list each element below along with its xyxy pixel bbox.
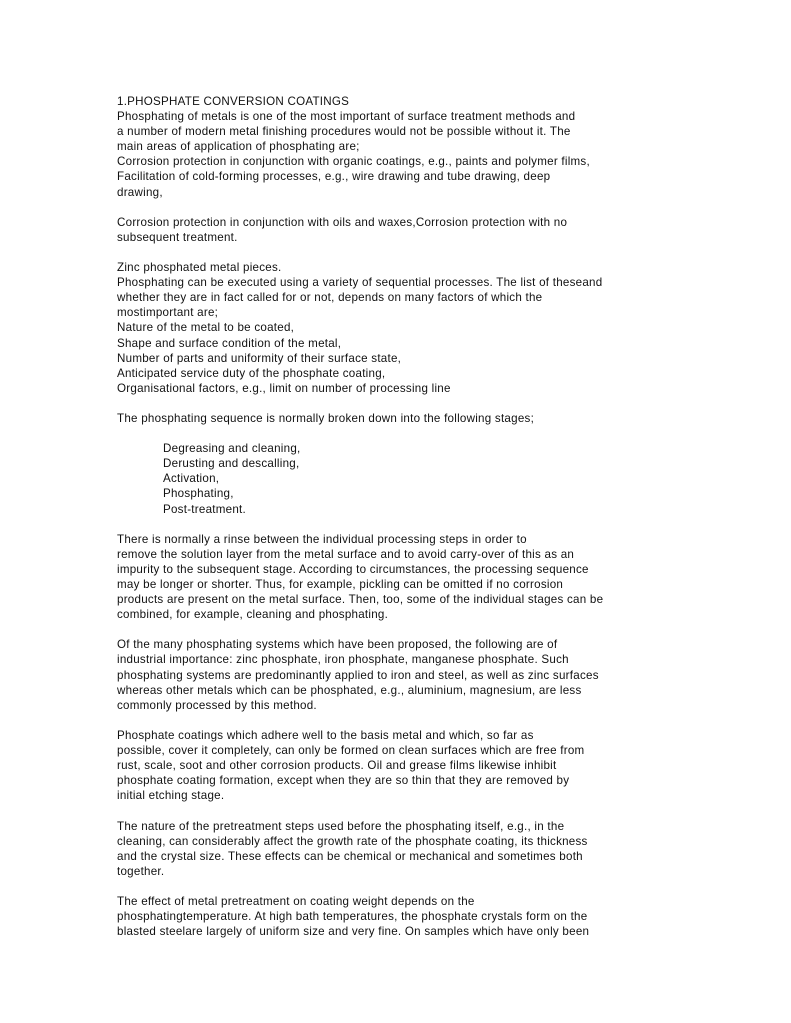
paragraph-spacer: [117, 426, 687, 441]
paragraph: [117, 532, 687, 623]
text-line: together.: [117, 864, 165, 878]
text-line: rust, scale, soot and other corrosion products. Oil and grease films likewise inhibit: [117, 759, 557, 773]
paragraph: [117, 411, 687, 426]
list-item: Degreasing and cleaning,: [163, 442, 301, 456]
paragraph-spacer: [117, 803, 687, 818]
paragraph: [117, 894, 687, 939]
text-line: and the crystal size. These effects can be chemical or mechanical and sometimes both: [117, 849, 583, 863]
text-line: mostimportant are;: [117, 306, 219, 320]
paragraph-spacer: [117, 713, 687, 728]
text-line: Phosphate coatings which adhere well to the basis metal and which, so far as: [117, 728, 534, 742]
document-page: [117, 94, 687, 939]
text-line: blasted steelare largely of uniform size and very fine. On samples which have only been: [117, 925, 590, 939]
text-line: Zinc phosphated metal pieces.: [117, 261, 282, 275]
text-line: Of the many phosphating systems which have been proposed, the following are of: [117, 638, 558, 652]
text-line: phosphatingtemperature. At high bath temperatures, the phosphate crystals form on the: [117, 910, 588, 924]
paragraph-spacer: [117, 517, 687, 532]
text-line: Anticipated service duty of the phosphate coating,: [117, 366, 386, 380]
text-line: remove the solution layer from the metal surface and to avoid carry-over of this as an: [117, 547, 575, 561]
paragraph: [117, 215, 687, 245]
text-line: 1.PHOSPHATE CONVERSION COATINGS: [117, 95, 350, 108]
text-line: subsequent treatment.: [117, 230, 238, 244]
stage-list: [117, 441, 687, 516]
paragraph: [117, 728, 687, 803]
text-line: phosphating systems are predominantly applied to iron and steel, as well as zinc surfaces: [117, 668, 599, 682]
paragraph: [117, 94, 687, 200]
text-line: Shape and surface condition of the metal,: [117, 336, 342, 350]
text-line: cleaning, can considerably affect the growth rate of the phosphate coating, its thickness: [117, 834, 588, 848]
text-line: phosphate coating formation, except when they are so thin that they are removed by: [117, 774, 570, 788]
list-item: Derusting and descalling,: [163, 457, 300, 471]
text-line: combined, for example, cleaning and phosphating.: [117, 608, 389, 622]
text-line: Corrosion protection in conjunction with oils and waxes,Corrosion protection with no: [117, 215, 568, 229]
text-line: The nature of the pretreatment steps used before the phosphating itself, e.g., in the: [117, 819, 565, 833]
list-item: Post-treatment.: [163, 502, 247, 516]
text-line: impurity to the subsequent stage. According to circumstances, the processing sequence: [117, 562, 589, 576]
paragraph-spacer: [117, 622, 687, 637]
text-line: a number of modern metal finishing procedures would not be possible without it. The: [117, 125, 571, 139]
text-line: drawing,: [117, 185, 163, 199]
text-line: whether they are in fact called for or not, depends on many factors of which the: [117, 291, 543, 305]
text-line: The effect of metal pretreatment on coating weight depends on the: [117, 894, 475, 908]
text-line: Corrosion protection in conjunction with organic coatings, e.g., paints and polymer films,: [117, 155, 590, 169]
paragraph-spacer: [117, 396, 687, 411]
text-line: initial etching stage.: [117, 789, 225, 803]
text-line: Phosphating of metals is one of the most important of surface treatment methods and: [117, 110, 576, 124]
list-item: Activation,: [163, 472, 220, 486]
text-line: Number of parts and uniformity of their surface state,: [117, 351, 402, 365]
paragraph-spacer: [117, 879, 687, 894]
text-line: The phosphating sequence is normally broken down into the following stages;: [117, 411, 535, 425]
text-line: commonly processed by this method.: [117, 698, 317, 712]
text-line: may be longer or shorter. Thus, for example, pickling can be omitted if no corrosion: [117, 578, 564, 591]
paragraph: [117, 637, 687, 712]
text-line: products are present on the metal surface. Then, too, some of the individual stages can be: [117, 593, 604, 607]
text-line: possible, cover it completely, can only be formed on clean surfaces which are free from: [117, 744, 585, 758]
paragraph-spacer: [117, 245, 687, 260]
text-line: There is normally a rinse between the individual processing steps in order to: [117, 532, 527, 546]
paragraph-spacer: [117, 200, 687, 215]
paragraph: [117, 819, 687, 879]
text-line: industrial importance: zinc phosphate, iron phosphate, manganese phosphate. Such: [117, 653, 569, 667]
text-line: Nature of the metal to be coated,: [117, 321, 295, 335]
text-line: Facilitation of cold-forming processes, e.g., wire drawing and tube drawing, deep: [117, 170, 551, 184]
list-item: Phosphating,: [163, 487, 234, 501]
text-line: main areas of application of phosphating are;: [117, 140, 360, 154]
text-line: whereas other metals which can be phosphated, e.g., aluminium, magnesium, are less: [117, 683, 582, 697]
paragraph: [117, 260, 687, 396]
text-line: Organisational factors, e.g., limit on number of processing line: [117, 381, 451, 395]
text-line: Phosphating can be executed using a variety of sequential processes. The list of theseand: [117, 276, 603, 290]
